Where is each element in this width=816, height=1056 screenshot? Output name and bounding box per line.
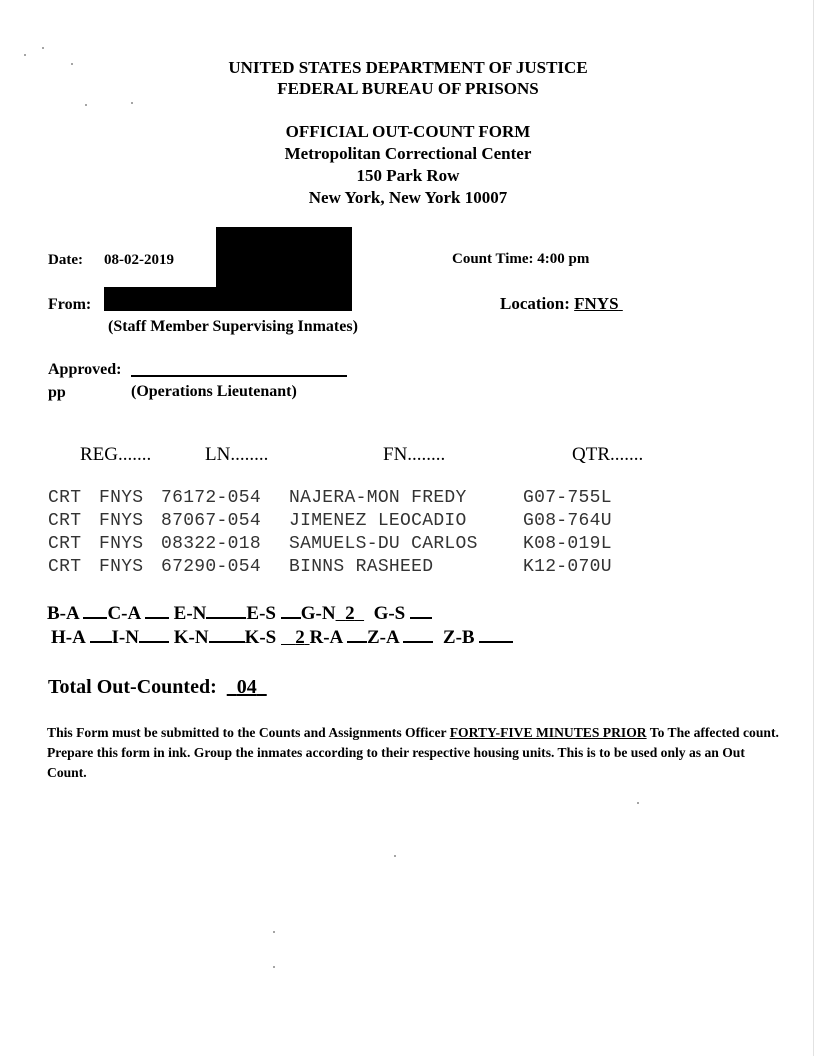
unit-label-k-s: K-S bbox=[244, 627, 277, 648]
row-quarters: K12-070U bbox=[523, 557, 612, 577]
unit-blank-e-s bbox=[281, 616, 301, 619]
facility-city: New York, New York 10007 bbox=[308, 188, 508, 207]
unit-label-z-a: Z-A bbox=[366, 627, 399, 648]
row-reg-number: 08322-018 bbox=[161, 534, 261, 554]
unit-label-g-n: G-N bbox=[300, 603, 336, 624]
total-value-field bbox=[227, 676, 267, 698]
unit-blank-r-a bbox=[347, 640, 367, 643]
unit-label-e-n: E-N bbox=[173, 603, 207, 624]
facility-street: 150 Park Row bbox=[356, 166, 460, 185]
unit-value-g-n-text: 2 bbox=[345, 603, 355, 624]
unit-label-b-a: B-A bbox=[47, 603, 79, 624]
unit-value-k-s-text: 2 bbox=[295, 627, 305, 648]
unit-label-i-n: I-N bbox=[111, 627, 139, 648]
date-label: Date: bbox=[48, 252, 83, 268]
unit-label-h-a: H-A bbox=[51, 627, 85, 648]
col-header-ln: LN........ bbox=[205, 444, 269, 465]
unit-label-c-a: C-A bbox=[107, 603, 141, 624]
unit-blank-g-s bbox=[410, 616, 432, 619]
date-value: 08-02-2019 bbox=[104, 252, 174, 268]
scan-speck bbox=[394, 855, 396, 857]
row-type: CRT bbox=[48, 534, 82, 554]
pp-mark: pp bbox=[48, 384, 66, 401]
unit-value-g-n bbox=[336, 603, 365, 624]
department-heading: UNITED STATES DEPARTMENT OF JUSTICE bbox=[228, 58, 588, 77]
unit-counts-line-1 bbox=[47, 603, 432, 625]
row-type: CRT bbox=[48, 488, 82, 508]
redaction-box bbox=[216, 227, 352, 287]
instructions-emphasis: FORTY-FIVE MINUTES PRIOR bbox=[449, 725, 647, 740]
row-name: SAMUELS-DU CARLOS bbox=[289, 534, 478, 554]
unit-label-e-s: E-S bbox=[246, 603, 276, 624]
col-header-reg: REG....... bbox=[80, 444, 152, 465]
form-instructions bbox=[47, 723, 787, 783]
row-quarters: K08-019L bbox=[523, 534, 612, 554]
approved-signature-line bbox=[131, 375, 347, 377]
from-label: From: bbox=[48, 296, 92, 313]
scan-speck bbox=[24, 54, 26, 56]
operations-lieutenant-caption: (Operations Lieutenant) bbox=[131, 383, 297, 400]
approved-label: Approved: bbox=[48, 361, 122, 378]
row-facility: FNYS bbox=[99, 511, 144, 531]
table-row bbox=[0, 534, 816, 556]
row-reg-number: 87067-054 bbox=[161, 511, 261, 531]
unit-counts-line-2 bbox=[51, 627, 513, 649]
row-name: JIMENEZ LEOCADIO bbox=[289, 511, 467, 531]
bureau-heading: FEDERAL BUREAU OF PRISONS bbox=[277, 79, 539, 98]
row-name: BINNS RASHEED bbox=[289, 557, 434, 577]
row-reg-number: 67290-054 bbox=[161, 557, 261, 577]
unit-blank-b-a bbox=[83, 616, 107, 619]
table-row bbox=[0, 557, 816, 579]
staff-member-caption: (Staff Member Supervising Inmates) bbox=[108, 318, 358, 335]
scan-speck bbox=[131, 102, 133, 104]
row-type: CRT bbox=[48, 557, 82, 577]
total-label: Total Out-Counted: bbox=[48, 676, 217, 698]
instructions-text-2: To The affected count. Prepare this form in ink. Group the inmates according to their respective housing units. This is to be used only as an Out Count. bbox=[47, 725, 779, 780]
unit-blank-h-a bbox=[90, 640, 112, 643]
unit-blank-i-n bbox=[139, 640, 169, 643]
unit-label-g-s: G-S bbox=[373, 603, 406, 624]
redaction-box bbox=[104, 287, 352, 311]
instructions-text-1: This Form must be submitted to the Counts and Assignments Officer bbox=[47, 725, 450, 740]
scan-speck bbox=[273, 931, 275, 933]
count-time-field bbox=[452, 251, 589, 268]
row-facility: FNYS bbox=[99, 534, 144, 554]
unit-blank-z-b bbox=[479, 640, 513, 643]
row-type: CRT bbox=[48, 511, 82, 531]
count-time-value: 4:00 pm bbox=[537, 251, 590, 267]
row-facility: FNYS bbox=[99, 488, 144, 508]
unit-blank-c-a bbox=[145, 616, 169, 619]
row-quarters: G08-764U bbox=[523, 511, 612, 531]
col-header-qtr: QTR....... bbox=[572, 444, 644, 465]
total-out-counted bbox=[48, 676, 267, 699]
scan-speck bbox=[42, 47, 44, 49]
row-reg-number: 76172-054 bbox=[161, 488, 261, 508]
scan-speck bbox=[85, 104, 87, 106]
location-field bbox=[500, 294, 623, 314]
row-quarters: G07-755L bbox=[523, 488, 612, 508]
unit-blank-k-n bbox=[209, 640, 245, 643]
table-row bbox=[0, 511, 816, 533]
location-value: FNYS bbox=[574, 294, 619, 313]
row-name: NAJERA-MON FREDY bbox=[289, 488, 467, 508]
facility-name: Metropolitan Correctional Center bbox=[284, 144, 532, 163]
table-row bbox=[0, 488, 816, 510]
total-value: 04 bbox=[236, 676, 257, 698]
unit-blank-z-a bbox=[403, 640, 433, 643]
unit-label-z-b: Z-B bbox=[442, 627, 475, 648]
form-title: OFFICIAL OUT-COUNT FORM bbox=[285, 122, 531, 141]
unit-label-r-a: R-A bbox=[309, 627, 343, 648]
unit-blank-e-n bbox=[206, 616, 246, 619]
unit-value-k-s bbox=[281, 627, 310, 648]
col-header-fn: FN........ bbox=[383, 444, 446, 465]
scan-speck bbox=[637, 802, 639, 804]
location-label: Location: bbox=[500, 294, 570, 313]
count-time-label: Count Time: bbox=[452, 251, 534, 267]
scan-speck bbox=[273, 966, 275, 968]
unit-label-k-n: K-N bbox=[173, 627, 209, 648]
row-facility: FNYS bbox=[99, 557, 144, 577]
